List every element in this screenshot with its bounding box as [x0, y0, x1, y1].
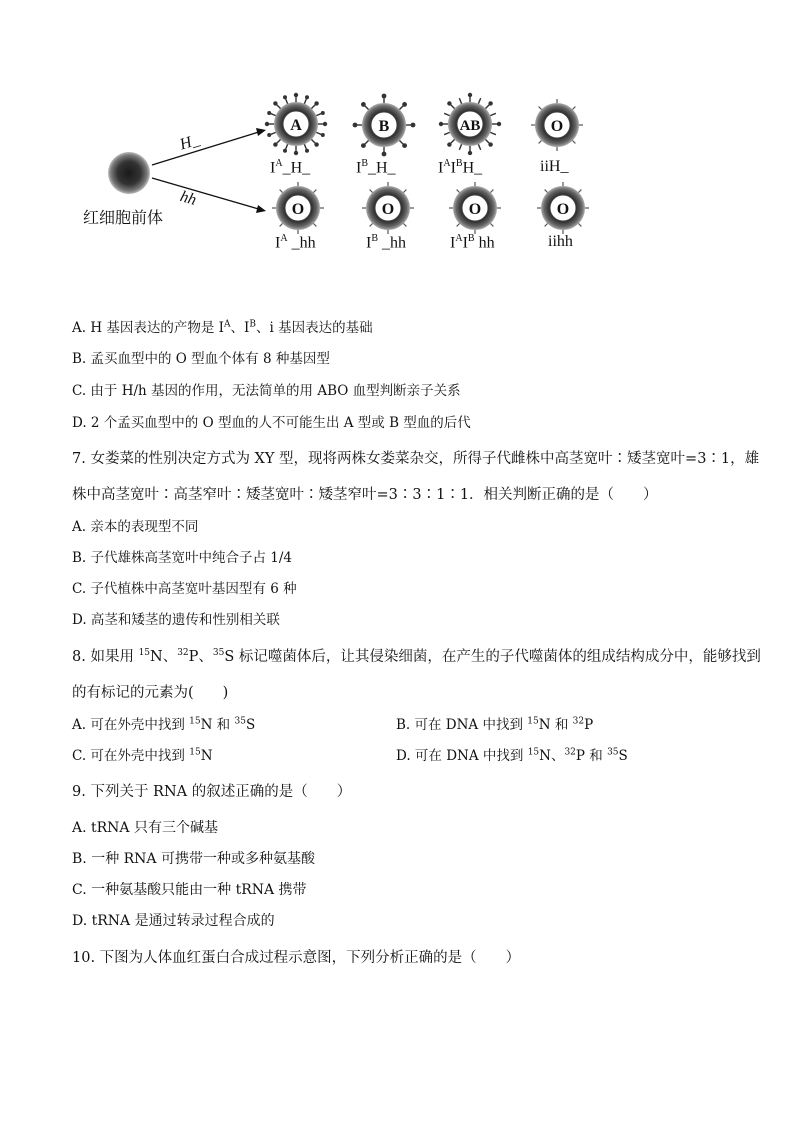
q6-option-d: D. 2 个孟买血型中的 O 型血的人不可能生出 A 型或 B 型血的后代: [72, 415, 471, 431]
precursor-label: 红细胞前体: [83, 208, 164, 227]
q7-stem-line1: 7. 女娄菜的性别决定方式为 XY 型，现将两株女娄菜杂交，所得子代雌株中高茎宽叶∶矮茎宽叶=3∶1，雄: [72, 451, 760, 467]
q9-option-b: B. 一种 RNA 可携带一种或多种氨基酸: [72, 851, 315, 867]
cell-letter-o-b4: O: [556, 201, 570, 218]
q6-option-a: A. H 基因表达的产物是 $I^A$、$I^B$、i 基因表达的基础: [72, 319, 373, 336]
genotype-bottom-4: iihh: [548, 233, 573, 250]
q8-option-b: B. 可在 DNA 中找到 $^{15}$N 和 $^{32}$P: [396, 716, 594, 733]
cell-letter-o-top: O: [550, 118, 564, 135]
blood-type-diagram: [0, 0, 794, 290]
q8-option-d: D. 可在 DNA 中找到 $^{15}$N、$^{32}$P 和 $^{35}$S: [396, 747, 628, 764]
q7-stem-line2: 株中高茎宽叶∶高茎窄叶∶矮茎宽叶∶矮茎窄叶=3∶3∶1∶1．相关判断正确的是（ ）: [72, 487, 658, 503]
genotype-top-4: iiH_: [540, 158, 569, 175]
cell-letter-a: A: [290, 117, 302, 134]
branch-label-bottom: hh: [178, 188, 199, 209]
q7-option-b: B. 子代雄株高茎宽叶中纯合子占 1/4: [72, 550, 293, 566]
genotype-bottom-2: $I^B$ _hh: [366, 233, 406, 252]
q9-option-c: C. 一种氨基酸只能由一种 tRNA 携带: [72, 882, 307, 898]
q8-stem-line2: 的有标记的元素为( ): [72, 685, 229, 701]
genotype-top-2: $I^B\_H\_$: [356, 158, 396, 177]
q6-option-c: C. 由于 H/h 基因的作用，无法简单的用 ABO 血型判断亲子关系: [72, 383, 461, 399]
q10-stem: 10. 下图为人体血红蛋白合成过程示意图，下列分析正确的是（ ）: [72, 950, 521, 966]
q6-option-b: B. 孟买血型中的 O 型血个体有 8 种基因型: [72, 351, 330, 367]
cell-letter-o-b1: O: [291, 201, 305, 218]
precursor-cell: [108, 152, 150, 194]
genotype-top-1: $I^A\_H\_$: [270, 158, 311, 177]
q8-stem-line1: 8. 如果用 $^{15}$N、$^{32}$P、$^{35}$S 标记噬菌体后，让其侵染细菌，在产生的子代噬菌体的组成结构成分中，能够找到: [72, 648, 761, 665]
arrow-top-head: [256, 128, 266, 136]
q8-option-c: C. 可在外壳中找到 $^{15}$N: [72, 747, 213, 764]
q9-stem: 9. 下列关于 RNA 的叙述正确的是（ ）: [72, 784, 352, 800]
q7-option-a: A. 亲本的表现型不同: [72, 519, 199, 535]
q9-option-d: D. tRNA 是通过转录过程合成的: [72, 913, 275, 929]
cell-letter-b: B: [378, 118, 390, 135]
arrow-top: [152, 131, 262, 165]
q9-option-a: A. tRNA 只有三个碱基: [72, 820, 218, 836]
cell-letter-o-b2: O: [381, 201, 395, 218]
q7-option-d: D. 高茎和矮茎的遗传和性别相关联: [72, 612, 280, 628]
q7-option-c: C. 子代植株中高茎宽叶基因型有 6 种: [72, 581, 297, 597]
genotype-bottom-3: $I^AI^B$ hh: [450, 233, 495, 252]
cell-letter-ab: AB: [459, 118, 481, 134]
branch-label-top: H_: [177, 131, 202, 154]
arrow-bottom-head: [256, 205, 266, 213]
q8-option-a: A. 可在外壳中找到 $^{15}$N 和 $^{35}$S: [72, 716, 256, 733]
genotype-bottom-1: $I^A$ _hh: [275, 233, 316, 252]
cell-letter-o-b3: O: [468, 201, 482, 218]
genotype-top-3: $I^AI^BH\_$: [438, 158, 483, 177]
arrow-bottom: [152, 178, 262, 210]
